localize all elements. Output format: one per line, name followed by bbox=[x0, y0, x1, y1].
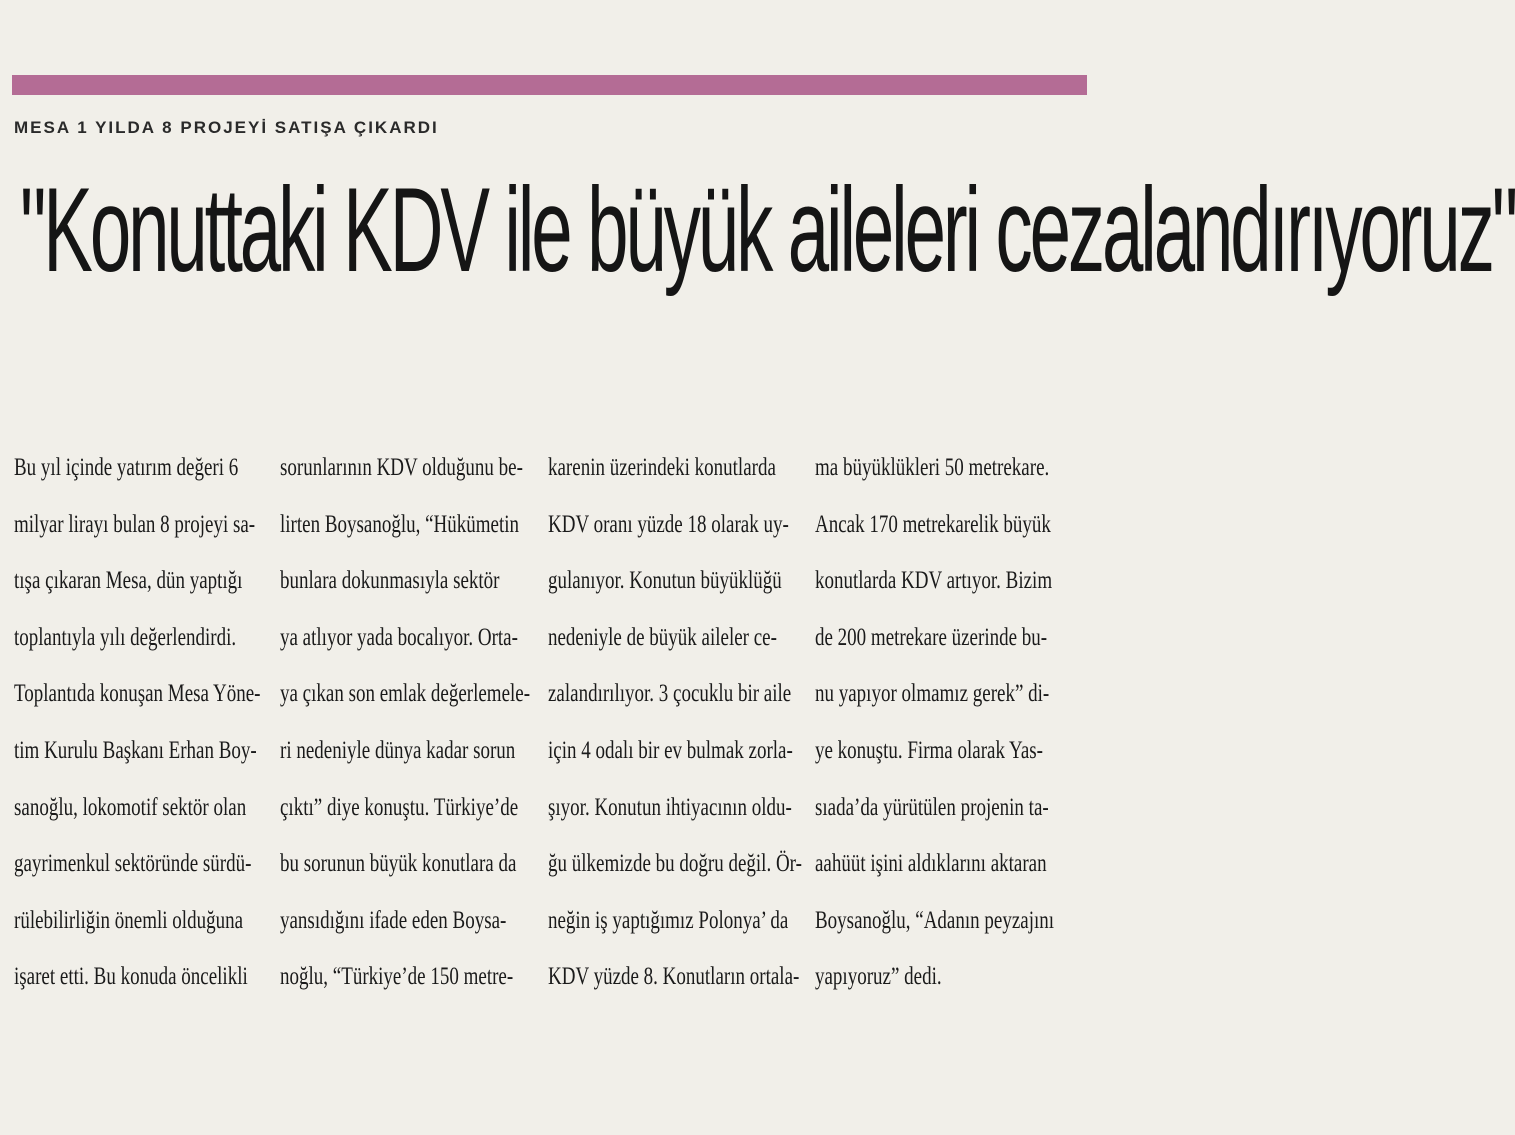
section-color-rule bbox=[12, 75, 1087, 95]
kicker: MESA 1 YILDA 8 PROJEYİ SATIŞA ÇIKARDI bbox=[14, 118, 439, 137]
body-text-line: bu sorunun büyük konutlara da bbox=[280, 850, 517, 878]
body-text-line: şıyor. Konutun ihtiyacının oldu- bbox=[548, 793, 792, 821]
body-text-line: sorunlarının KDV olduğunu be- bbox=[280, 454, 523, 481]
body-column-3 bbox=[548, 440, 802, 1006]
body-text-line: ğu ülkemizde bu doğru değil. Ör- bbox=[548, 850, 802, 878]
body-text-line: ri nedeniyle dünya kadar sorun bbox=[280, 736, 516, 764]
body-text-line: nu yapıyor olmamız gerek” di- bbox=[815, 680, 1050, 708]
body-text-line: KDV yüzde 8. Konutların ortala- bbox=[548, 963, 800, 991]
body-text-line: çıktı” diye konuştu. Türkiye’de bbox=[280, 793, 519, 821]
body-text-line: sanoğlu, lokomotif sektör olan bbox=[14, 793, 247, 821]
body-text-line: konutlarda KDV artıyor. Bizim bbox=[815, 567, 1053, 595]
body-column-1 bbox=[14, 440, 264, 1006]
body-column-2 bbox=[280, 440, 530, 1006]
body-text-line: karenin üzerindeki konutlarda bbox=[548, 454, 776, 481]
body-column-4 bbox=[815, 440, 1065, 1006]
body-text-line: gayrimenkul sektöründe sürdü- bbox=[14, 850, 252, 878]
body-text-line: tışa çıkaran Mesa, dün yaptığı bbox=[14, 567, 243, 595]
body-text-line: yapıyoruz” dedi. bbox=[815, 963, 942, 991]
body-text-line: yansıdığını ifade eden Boysa- bbox=[280, 906, 507, 934]
body-text-line: Toplantıda konuşan Mesa Yöne- bbox=[14, 680, 261, 708]
body-text-line: rülebilirliğin önemli olduğuna bbox=[14, 906, 244, 934]
body-text-line: neğin iş yaptığımız Polonya’ da bbox=[548, 906, 789, 934]
body-text-line: zalandırılıyor. 3 çocuklu bir aile bbox=[548, 680, 792, 708]
body-text-line: tim Kurulu Başkanı Erhan Boy- bbox=[14, 736, 257, 764]
headline: "Konuttaki KDV ile büyük aileleri cezalandırıyoruz" bbox=[20, 163, 1515, 297]
body-text-line: Boysanoğlu, “Adanın peyzajını bbox=[815, 906, 1055, 934]
body-text-line: milyar lirayı bulan 8 projeyi sa- bbox=[14, 510, 256, 538]
body-text-line: noğlu, “Türkiye’de 150 metre- bbox=[280, 963, 514, 991]
body-text-line: için 4 odalı bir ev bulmak zorla- bbox=[548, 736, 793, 764]
body-text-line: KDV oranı yüzde 18 olarak uy- bbox=[548, 510, 789, 538]
body-text-line: aahüüt işini aldıklarını aktaran bbox=[815, 850, 1047, 878]
body-text-line: ye konuştu. Firma olarak Yas- bbox=[815, 736, 1043, 764]
body-text-line: nedeniyle de büyük aileler ce- bbox=[548, 623, 777, 651]
body-text-line: ya atlıyor yada bocalıyor. Orta- bbox=[280, 623, 518, 651]
body-text-line: toplantıyla yılı değerlendirdi. bbox=[14, 623, 237, 651]
body-text-line: ya çıkan son emlak değerlemele- bbox=[280, 680, 531, 708]
body-text-line: bunlara dokunmasıyla sektör bbox=[280, 567, 500, 595]
body-text-line: sıada’da yürütülen projenin ta- bbox=[815, 793, 1049, 821]
body-text-line: lirten Boysanoğlu, “Hükümetin bbox=[280, 510, 520, 538]
body-text-line: Bu yıl içinde yatırım değeri 6 bbox=[14, 454, 239, 481]
body-text-line: ma büyüklükleri 50 metrekare. bbox=[815, 454, 1050, 481]
body-text-line: Ancak 170 metrekarelik büyük bbox=[815, 510, 1051, 538]
body-text-line: gulanıyor. Konutun büyüklüğü bbox=[548, 567, 782, 595]
body-text-line: de 200 metrekare üzerinde bu- bbox=[815, 623, 1048, 651]
body-text-line: işaret etti. Bu konuda öncelikli bbox=[14, 963, 248, 991]
